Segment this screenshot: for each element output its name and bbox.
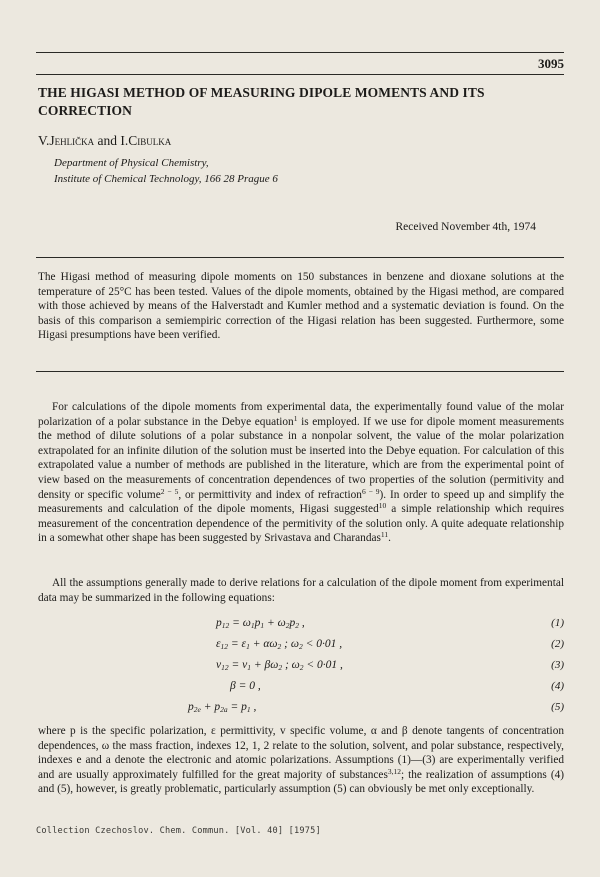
equation-2-number: (2) bbox=[551, 638, 564, 650]
authors bbox=[38, 133, 171, 149]
abstract-bottom-rule bbox=[36, 371, 564, 372]
para1-text-4: ). In order to speed up and simplify the measurements and calculation of the dipole moments, Higasi suggested bbox=[38, 488, 565, 516]
para1-text-3: , or permittivity and index of refraction bbox=[178, 488, 362, 501]
para1-text-5: a simple relationship which requires measurement of the concentration dependence of the permitivity of the solution only. A quite adequate relationship in a somewhat other shape has been suggested by Srivastava and Charandas bbox=[38, 503, 564, 545]
equation-5 bbox=[0, 701, 600, 717]
author-2-name: Cibulka bbox=[128, 133, 172, 148]
affiliation-department: Department of Physical Chemistry, bbox=[54, 157, 209, 169]
equation-4-expr: β = 0 , bbox=[230, 680, 261, 692]
ref-2-5: 2 − 5 bbox=[160, 486, 179, 496]
article-title: THE HIGASI METHOD OF MEASURING DIPOLE MOMENTS AND ITS CORRECTION bbox=[38, 85, 485, 118]
page-number: 3095 bbox=[538, 56, 564, 71]
para1-text-6: . bbox=[388, 532, 391, 545]
author-2-initial: I. bbox=[120, 133, 129, 148]
equation-4 bbox=[0, 680, 600, 696]
top-rule bbox=[36, 52, 564, 53]
equation-2 bbox=[0, 638, 600, 654]
para1-text-1: For calculations of the dipole moments from experimental data, the experimentally found value of the molar polarization of a polar substance in the Debye equation bbox=[38, 401, 564, 428]
abstract: The Higasi method of measuring dipole moments on 150 substances in benzene and dioxane solutions at the temperature of 25°C has been tested. Values of the dipole moments, obtained by the Higasi method, are compared with those achieved by means of the Halverstadt and Kumler method and a systematic deviation is found. On the basis of this comparison a semiempiric correction of the Higasi relation has been suggested. Furthermore, some Higasi presumptions have been verified. bbox=[38, 271, 564, 342]
authors-and: and bbox=[94, 133, 121, 148]
para3-text-2: ; the realization of assumptions (4) and (5), however, is greatly problematic, particularly assumption (5) can obviously be met only exceptionally. bbox=[38, 768, 564, 796]
ref-3-12: 3,12 bbox=[387, 766, 401, 776]
equation-2-expr: $\varepsilon_{12} = \varepsilon_1 + \alpha\omega_2$ ; $\omega_2 < 0\cdot 01$ , bbox=[216, 638, 343, 651]
ref-11: 11 bbox=[380, 530, 389, 540]
author-1-name: Jehlička bbox=[49, 133, 95, 148]
equation-3-expr: $v_{12} = v_1 + \beta\omega_2$ ; $\omega_2 < 0\cdot 01$ , bbox=[216, 659, 343, 672]
equation-3 bbox=[0, 659, 600, 675]
ref-6-9: 6 − 9 bbox=[361, 486, 380, 496]
ref-1: 1 bbox=[293, 413, 298, 423]
abstract-top-rule bbox=[36, 257, 564, 258]
affiliation-institute: Institute of Chemical Technology, 166 28 Prague 6 bbox=[54, 173, 278, 185]
para3-text-1: where p is the specific polarization, ε permittivity, v specific volume, α and β denote tangents of concentration dependences, ω the mass fraction, indexes 12, 1, 2 relate to the solution, solvent, and polar substance, respectively, indexes e and a denote the electronic and atomic polarizations. Assumptions (1)—(3) are experimentally verified and are usually approximately fulfilled for the great majority of substances bbox=[38, 725, 564, 781]
equation-1 bbox=[0, 617, 600, 633]
ref-10: 10 bbox=[378, 501, 387, 511]
equation-1-expr: $p_{12} = \omega_1p_1 + \omega_2p_2$ , bbox=[216, 617, 305, 630]
paragraph-1 bbox=[38, 400, 564, 546]
paragraph-3 bbox=[38, 724, 564, 797]
equation-3-number: (3) bbox=[551, 659, 564, 671]
journal-footer: Collection Czechoslov. Chem. Commun. [Vol. 40] [1975] bbox=[36, 826, 321, 836]
author-1-initial: V. bbox=[38, 133, 50, 148]
received-date: Received November 4th, 1974 bbox=[395, 221, 536, 233]
header-rule bbox=[36, 74, 564, 75]
para1-text-2: is employed. If we use for dipole moment measurements the method of dilute solutions of a polar substance in a nonpolar solvent, the value of the molar polarization extrapolated for an infinite dilution of the solution must be inserted into the Debye equation. For calculation of this extrapolated value a number of methods are published in the literature, which are from the experimental point of view based on the measurements of concentration dependences of two properties of the solution (permitivity and density or specific volume bbox=[38, 415, 564, 501]
equation-1-number: (1) bbox=[551, 617, 564, 629]
equation-4-number: (4) bbox=[551, 680, 564, 692]
paragraph-2: All the assumptions generally made to derive relations for a calculation of the dipole moment from experimental data may be summarized in the following equations: bbox=[38, 577, 564, 604]
equation-5-expr: $p_{2e} + p_{2a} = p_1$ , bbox=[188, 701, 257, 714]
equation-5-number: (5) bbox=[551, 701, 564, 713]
